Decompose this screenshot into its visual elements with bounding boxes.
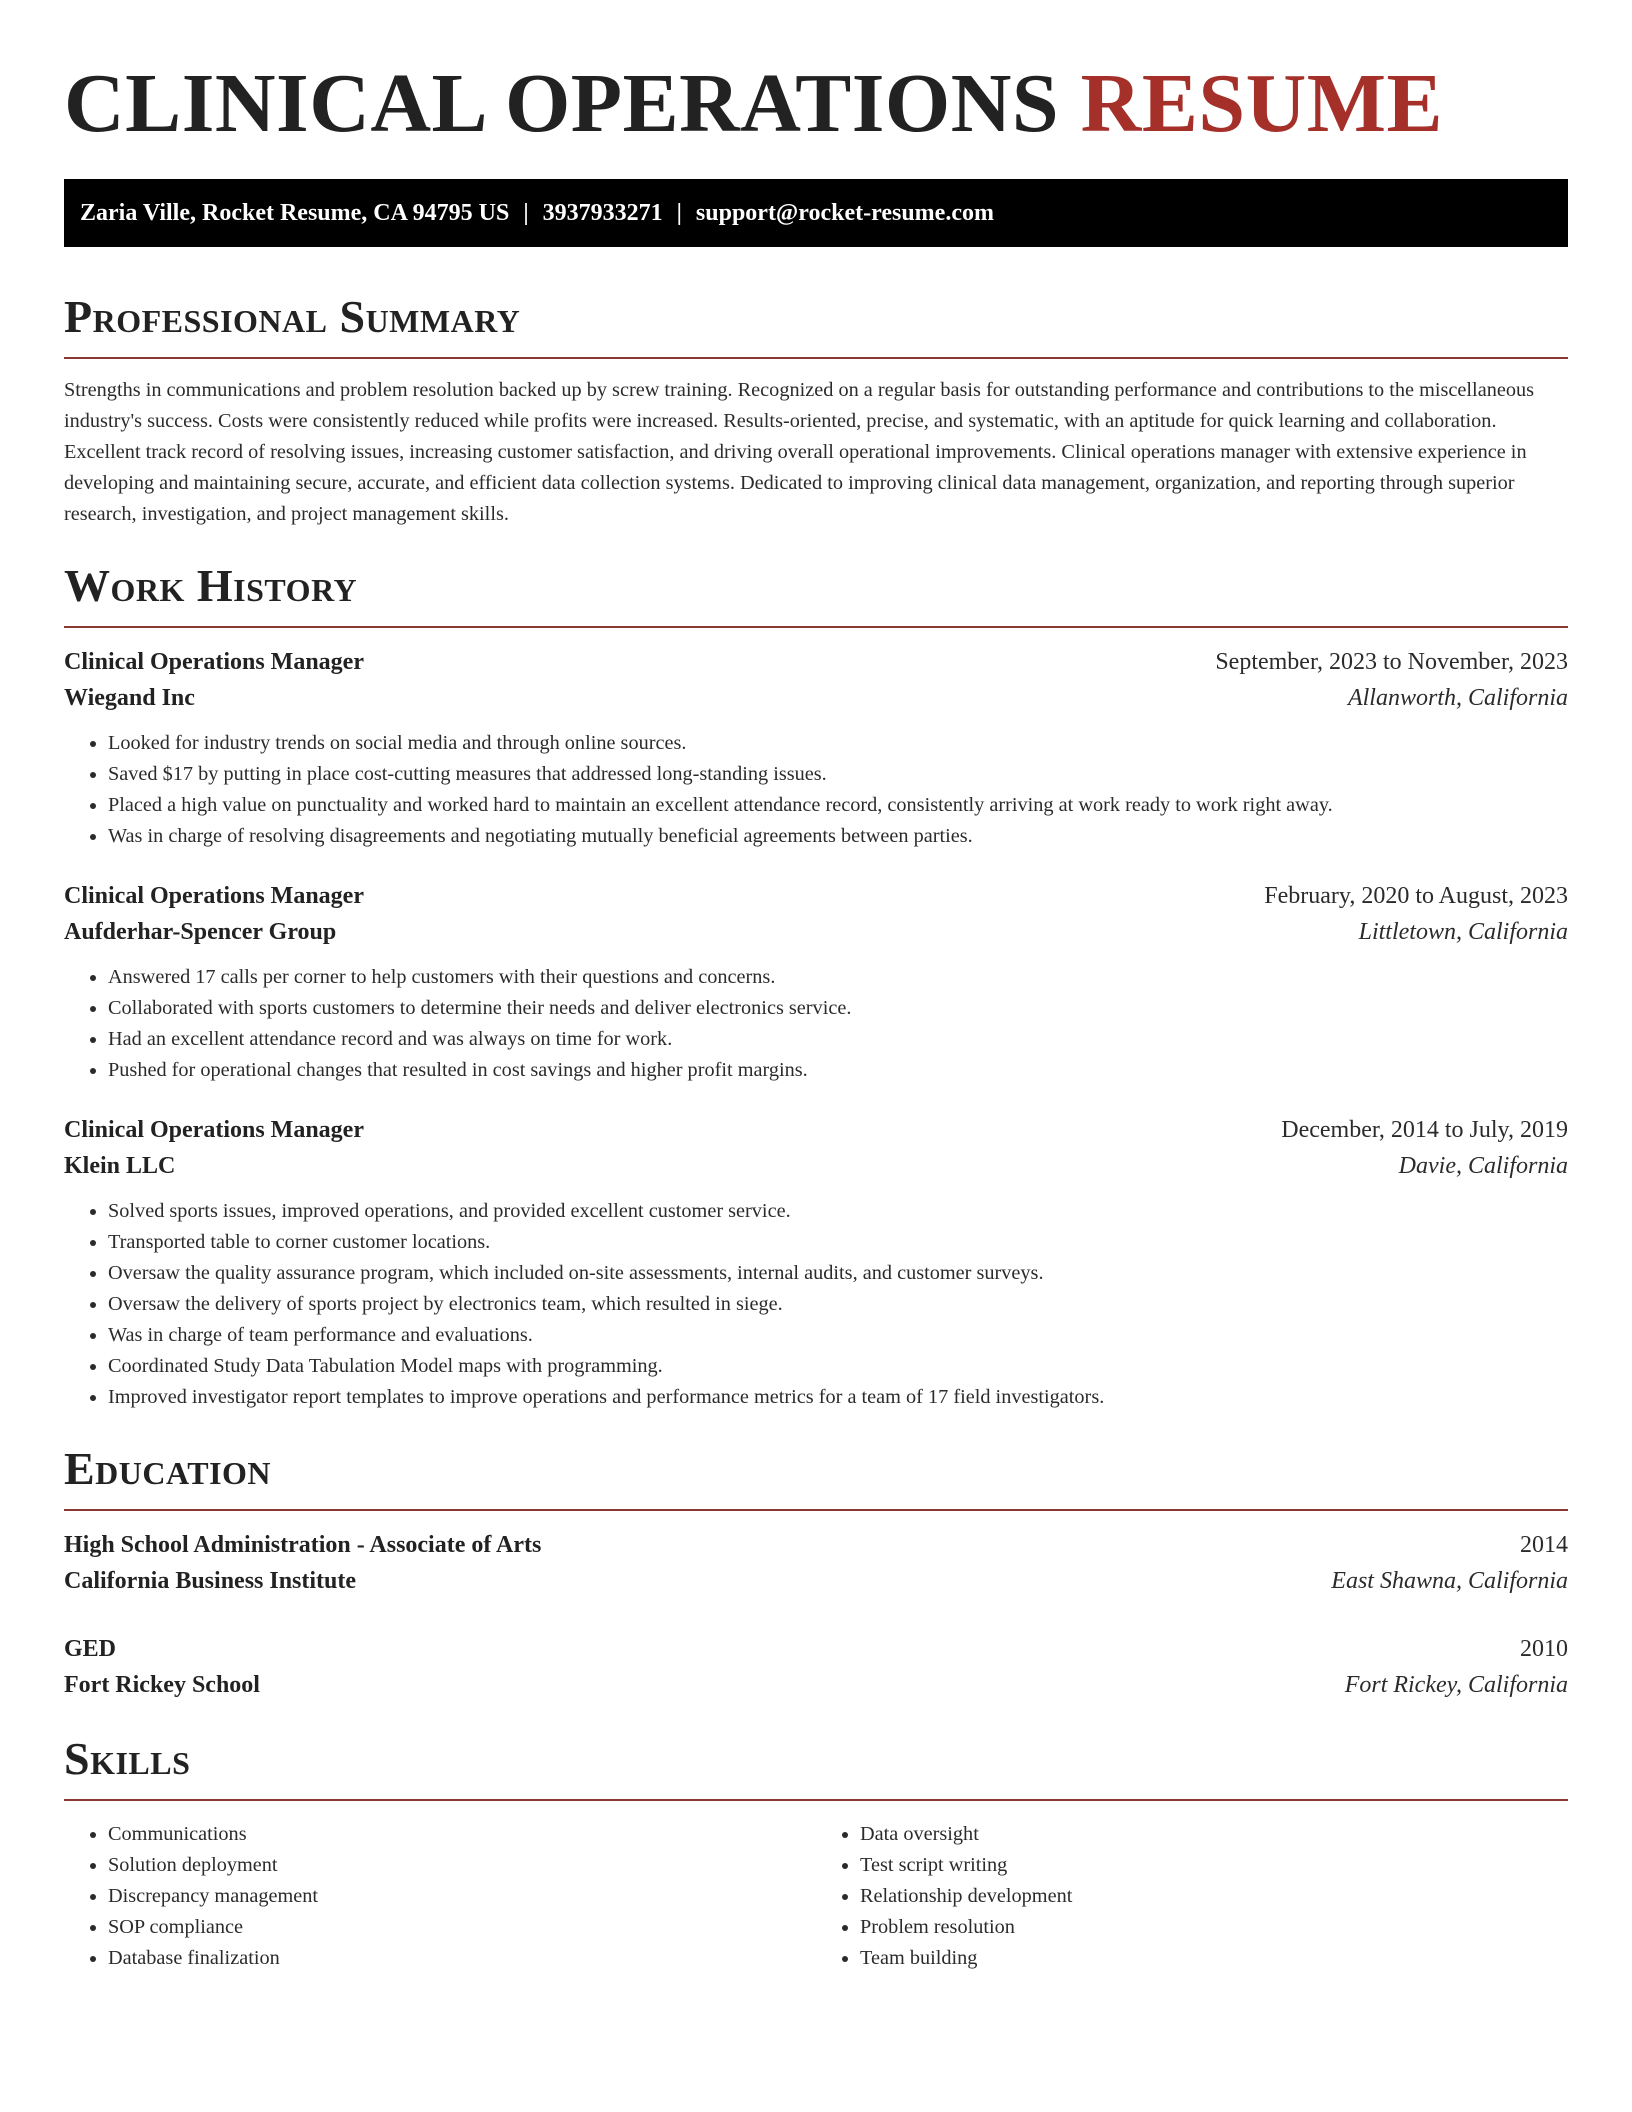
- resume-title: [64, 56, 1568, 152]
- job-bullet: • Answered 17 calls per corner to help customers with their questions and concerns.: [108, 962, 1568, 993]
- job-title: Clinical Operations Manager: [64, 1117, 364, 1143]
- education-year: 2014: [1520, 1532, 1568, 1558]
- skill-item: • Team building: [860, 1943, 1568, 1974]
- skill-item: • Problem resolution: [860, 1912, 1568, 1943]
- job-company-row: [64, 1148, 1568, 1184]
- education-school: Fort Rickey School: [64, 1672, 260, 1698]
- job-bullet: • Improved investigator report templates to improve operations and performance metrics for a team of 17 field investigators.: [108, 1382, 1568, 1413]
- section-divider: [64, 1799, 1568, 1801]
- skill-item: • Communications: [108, 1819, 816, 1850]
- section-divider: [64, 1509, 1568, 1511]
- section-heading-work-history: Work History: [64, 560, 358, 611]
- contact-email: support@rocket-resume.com: [695, 199, 994, 226]
- section-heading-summary: Professional Summary: [64, 291, 521, 342]
- title-accent: RESUME: [1080, 57, 1444, 150]
- education-degree: High School Administration - Associate of Arts: [64, 1532, 542, 1558]
- job-company: Wiegand Inc: [64, 685, 195, 711]
- education-entry: [64, 1631, 1568, 1703]
- job-dates: February, 2020 to August, 2023: [1264, 883, 1568, 909]
- job-header-row: [64, 1112, 1568, 1148]
- job-title: Clinical Operations Manager: [64, 649, 364, 675]
- job-company: Aufderhar-Spencer Group: [64, 919, 337, 945]
- job-dates: September, 2023 to November, 2023: [1215, 649, 1568, 675]
- job-bullet: • Looked for industry trends on social media and through online sources.: [108, 728, 1568, 759]
- job-bullet-list: [64, 1196, 1568, 1413]
- job-bullet: • Solved sports issues, improved operations, and provided excellent customer service.: [108, 1196, 1568, 1227]
- job-company-row: [64, 914, 1568, 950]
- skills-list-right: [816, 1819, 1568, 1974]
- job-bullet-list: [64, 728, 1568, 852]
- job-bullet: • Was in charge of resolving disagreements and negotiating mutually beneficial agreements between parties.: [108, 821, 1568, 852]
- job-header-row: [64, 644, 1568, 680]
- contact-address: Zaria Ville, Rocket Resume, CA 94795 US: [80, 199, 510, 226]
- title-main: CLINICAL OPERATIONS: [64, 57, 1060, 150]
- job-bullet: • Had an excellent attendance record and was always on time for work.: [108, 1024, 1568, 1055]
- work-history-section: [64, 558, 1568, 1413]
- summary-text: Strengths in communications and problem resolution backed up by screw training. Recognized on a regular basis for outstanding performance and contributions to the miscellaneous industry's success. Costs were consistently reduced while profits were increased. Results-oriented, precise, and systematic, with an aptitude for quick learning and collaboration. Excellent track record of resolving issues, increasing customer satisfaction, and driving overall operational improvements. Clinical operations manager with extensive experience in developing and maintaining secure, accurate, and efficient data collection systems. Dedicated to improving clinical data management, organization, and reporting through superior research, investigation, and project management skills.: [64, 379, 1535, 525]
- skill-item: • Discrepancy management: [108, 1881, 816, 1912]
- education-header-row: [64, 1631, 1568, 1667]
- job-bullet: • Placed a high value on punctuality and worked hard to maintain an excellent attendance record, consistently arriving at work ready to work right away.: [108, 790, 1568, 821]
- contact-phone: 3937933271: [542, 199, 663, 226]
- skill-item: • Solution deployment: [108, 1850, 816, 1881]
- section-heading-skills: Skills: [64, 1733, 191, 1784]
- job-bullet: • Oversaw the delivery of sports project by electronics team, which resulted in siege.: [108, 1289, 1568, 1320]
- job-location: Littletown, California: [1358, 919, 1568, 945]
- contact-bar: [64, 179, 1568, 247]
- skills-columns: [64, 1817, 1568, 1974]
- contact-separator: |: [676, 199, 682, 226]
- skill-item: • Test script writing: [860, 1850, 1568, 1881]
- job-bullet: • Saved $17 by putting in place cost-cutting measures that addressed long-standing issues.: [108, 759, 1568, 790]
- job-company-row: [64, 680, 1568, 716]
- job-dates: December, 2014 to July, 2019: [1281, 1117, 1568, 1143]
- job-location: Allanworth, California: [1347, 685, 1568, 711]
- education-school-row: [64, 1563, 1568, 1599]
- education-section: [64, 1441, 1568, 1703]
- skill-item: • Database finalization: [108, 1943, 816, 1974]
- job-bullet: • Collaborated with sports customers to determine their needs and deliver electronics service.: [108, 993, 1568, 1024]
- skills-list-left: [64, 1819, 816, 1974]
- education-header-row: [64, 1527, 1568, 1563]
- job-bullet: • Was in charge of team performance and evaluations.: [108, 1320, 1568, 1351]
- job-entry: [64, 1112, 1568, 1413]
- job-entry: [64, 644, 1568, 852]
- section-heading-education: Education: [64, 1443, 272, 1494]
- education-year: 2010: [1520, 1636, 1568, 1662]
- education-degree: GED: [64, 1636, 117, 1662]
- education-location: East Shawna, California: [1331, 1568, 1568, 1594]
- skills-section: [64, 1731, 1568, 1974]
- job-title: Clinical Operations Manager: [64, 883, 364, 909]
- job-bullet: • Pushed for operational changes that resulted in cost savings and higher profit margins.: [108, 1055, 1568, 1086]
- job-header-row: [64, 878, 1568, 914]
- skill-item: • Data oversight: [860, 1819, 1568, 1850]
- job-company: Klein LLC: [64, 1153, 176, 1179]
- education-school-row: [64, 1667, 1568, 1703]
- job-bullet: • Coordinated Study Data Tabulation Model maps with programming.: [108, 1351, 1568, 1382]
- job-bullet-list: [64, 962, 1568, 1086]
- job-bullet: • Oversaw the quality assurance program, which included on-site assessments, internal audits, and customer surveys.: [108, 1258, 1568, 1289]
- education-school: California Business Institute: [64, 1568, 357, 1594]
- section-divider: [64, 626, 1568, 628]
- skill-item: • Relationship development: [860, 1881, 1568, 1912]
- education-location: Fort Rickey, California: [1344, 1672, 1568, 1698]
- education-entry: [64, 1527, 1568, 1599]
- job-bullet: • Transported table to corner customer locations.: [108, 1227, 1568, 1258]
- section-divider: [64, 357, 1568, 359]
- job-entry: [64, 878, 1568, 1086]
- contact-separator: |: [523, 199, 529, 226]
- summary-section: [64, 289, 1568, 530]
- skill-item: • SOP compliance: [108, 1912, 816, 1943]
- job-location: Davie, California: [1398, 1153, 1568, 1179]
